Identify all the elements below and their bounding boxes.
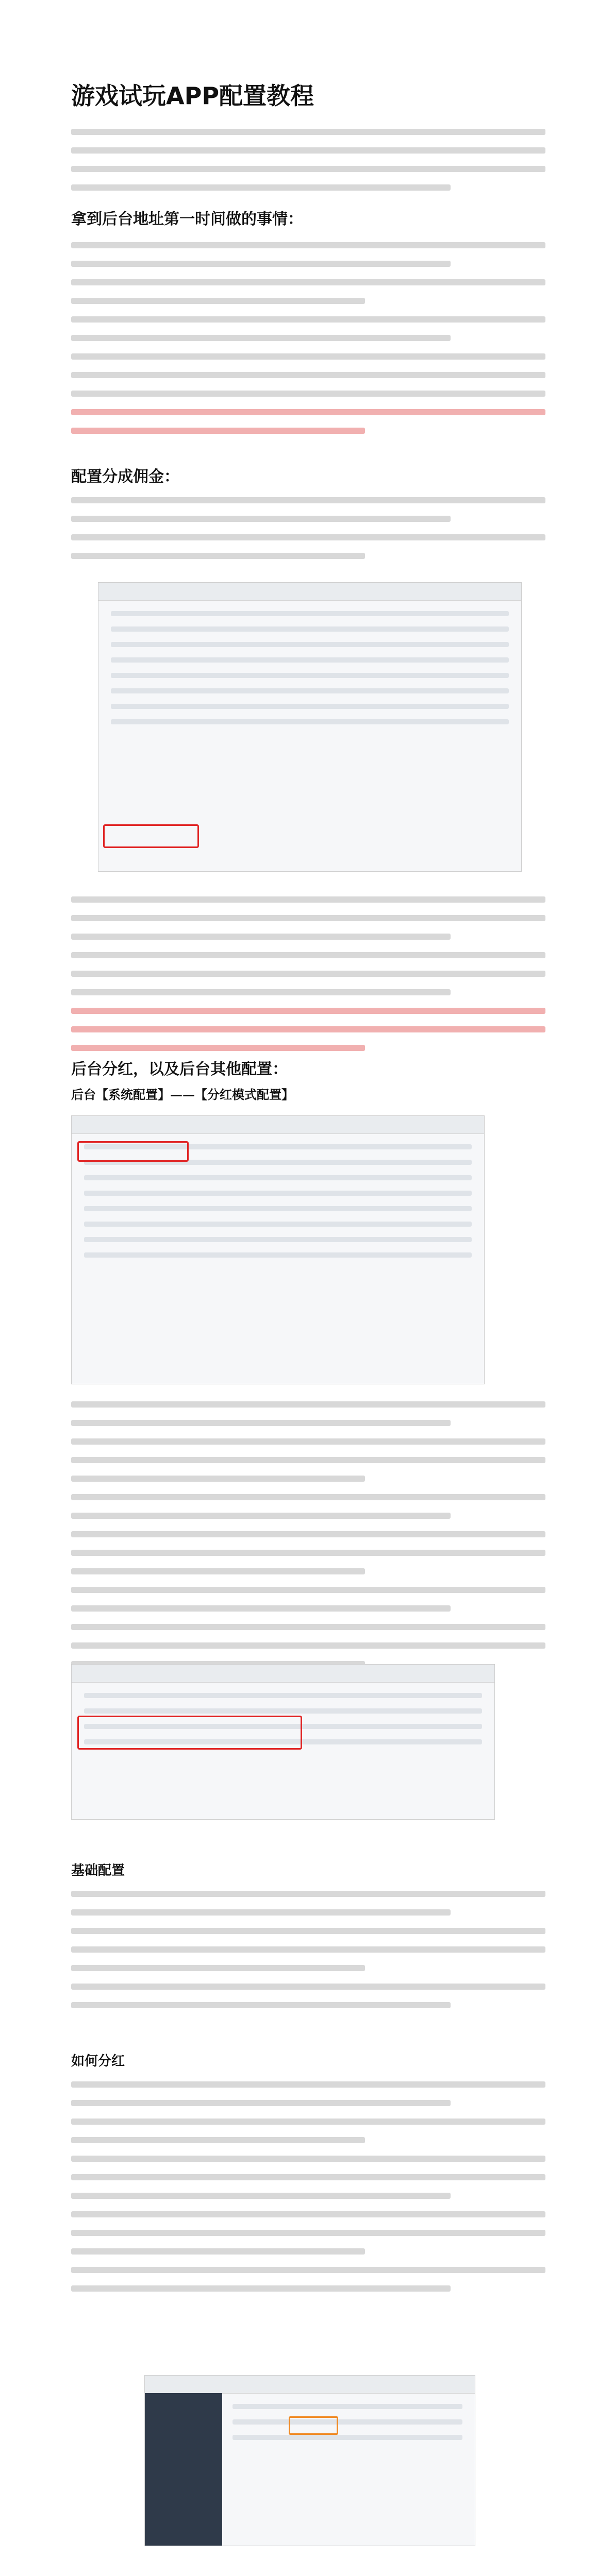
section-commission-heading: 配置分成佣金：	[71, 468, 179, 486]
section-backend-heading: 拿到后台地址第一时间做的事情：	[71, 210, 303, 228]
doc-title: 游戏试玩APP配置教程	[71, 82, 314, 110]
payout-dialog-screenshot	[144, 2375, 475, 2546]
commission-notes-placeholder	[71, 896, 545, 1063]
system-config-caption: 后台【系统配置】——【分红模式配置】	[71, 1088, 294, 1102]
highlight-box	[77, 1141, 189, 1162]
section-base-config-heading: 基础配置	[71, 1863, 125, 1878]
highlight-box	[77, 1716, 302, 1750]
backend-steps-placeholder	[71, 242, 545, 446]
highlight-box	[289, 2416, 338, 2435]
dividend-steps-placeholder	[71, 2081, 545, 2304]
commission-placeholder	[71, 497, 545, 571]
highlight-box	[103, 824, 199, 848]
section-dividend-heading: 如何分红	[71, 2054, 125, 2069]
section-other-config-heading: 后台分红，以及后台其他配置：	[71, 1060, 288, 1078]
intro-placeholder	[71, 129, 545, 203]
config-notes-placeholder	[71, 1401, 545, 1680]
base-config-placeholder	[71, 1891, 545, 2021]
